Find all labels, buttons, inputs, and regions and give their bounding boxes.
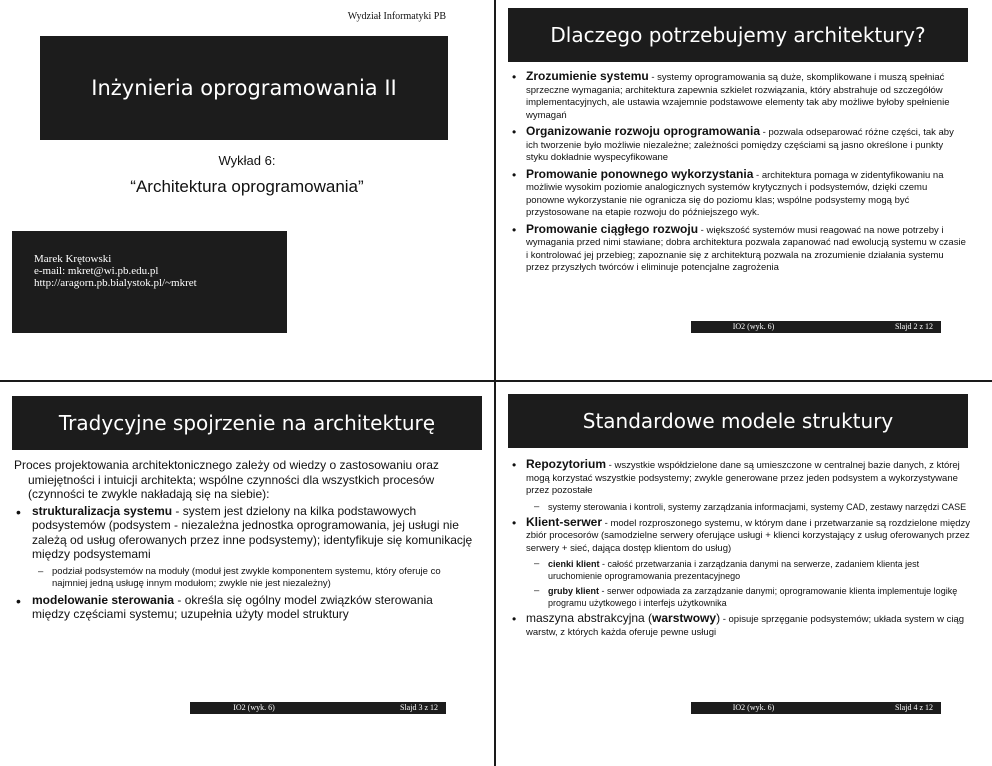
item-lead: strukturalizacja systemu bbox=[32, 503, 173, 518]
bullet-icon: • bbox=[512, 167, 517, 182]
bullet-item bbox=[510, 168, 966, 220]
item-lead: warstwowy bbox=[652, 611, 717, 625]
sub-item-lead: cienki klient bbox=[548, 559, 600, 569]
item-text: - określa się ogólny model związków sterowania między częściami systemu; uzupełnia użyty model struktury bbox=[32, 592, 433, 621]
author-name: Marek Krętowski bbox=[34, 253, 112, 265]
item-lead: Promowanie ponownego wykorzystania bbox=[526, 166, 754, 181]
bullet-item bbox=[14, 504, 474, 562]
item-lead: modelowanie sterowania bbox=[32, 592, 175, 607]
slide-1 bbox=[0, 0, 494, 380]
intro-text: Proces projektowania architektonicznego zależy od wiedzy o zastosowaniu oraz umiejętności i intuicji architekta; wspólne czynności dla wszystkich procesów (czynności te zwykle nakładają się na siebie): bbox=[14, 458, 439, 501]
sub-item-text: - całość przetwarzania i zarządzania danymi na serwerze, zadaniem klienta jest uruchomienie oprogramowania prezentacyjnego bbox=[548, 559, 920, 581]
slide-title-bar bbox=[508, 8, 968, 62]
author-email: e-mail: mkret@wi.pb.edu.pl bbox=[34, 265, 159, 277]
bullet-item bbox=[14, 593, 474, 622]
title-box bbox=[40, 36, 448, 140]
dash-icon: – bbox=[534, 585, 540, 596]
bullet-item bbox=[510, 612, 972, 639]
bullet-icon: • bbox=[512, 125, 517, 139]
bullet-icon: • bbox=[512, 70, 517, 84]
item-text: - pozwala odseparować różne części, tak aby ich tworzenie było możliwie niezależne; zależności pomiędzy częściami są jasno określone i punkty styku dokładnie wyspecyfikowane bbox=[526, 127, 954, 163]
item-suffix: ) bbox=[716, 611, 721, 625]
dash-icon: – bbox=[534, 558, 540, 569]
sub-item-lead: gruby klient bbox=[548, 586, 600, 596]
sub-item bbox=[14, 566, 474, 590]
item-text: - architektura pomaga w zidentyfikowaniu na możliwie wysokim poziomie analogicznych systemów krytycznych i podsystemów, dzięki czemu ponowne wykorzystanie nie ogranicza się do poziomu klas; wspólne podsystemy mogą być przystosowane na etapie rozwoju do późniejszego wyk. bbox=[526, 169, 944, 218]
lecture-title: “Architektura oprogramowania” bbox=[130, 177, 364, 196]
bullet-icon: • bbox=[16, 503, 21, 520]
item-text: - systemy oprogramowania są duże, skomplikowane i muszą spełniać sprzeczne wymagania; architektura zapewnia szkielet rozwiązania, który abstrahuje od szczegółów implementacyjnych, ale ustawia wzajemnie podstawowe elementy tak aby możliwe byłoby spełnienie wymagań bbox=[526, 72, 950, 121]
sub-item bbox=[510, 501, 972, 513]
slide-content bbox=[510, 458, 972, 642]
bullet-icon: • bbox=[512, 222, 517, 237]
slide-2 bbox=[496, 0, 992, 380]
item-lead: Promowanie ciągłego rozwoju bbox=[526, 221, 699, 236]
slide-footer bbox=[691, 702, 941, 714]
sub-item-text: - serwer odpowiada za zarządzanie danymi; oprogramowanie klienta implementuje logikę programu użytkowego i interfejs użytkownika bbox=[548, 586, 958, 608]
bullet-icon: • bbox=[512, 458, 517, 472]
dash-icon: – bbox=[38, 565, 44, 577]
author-url: http://aragorn.pb.bialystok.pl/~mkret bbox=[34, 277, 197, 289]
footer-course: IO2 (wyk. 6) bbox=[233, 703, 275, 712]
footer-slide-number: Slajd 3 z 12 bbox=[400, 703, 438, 712]
bullet-item bbox=[510, 70, 966, 122]
bullet-icon: • bbox=[512, 612, 517, 626]
slide-footer bbox=[190, 702, 446, 714]
slide-title-bar bbox=[12, 396, 482, 450]
dash-icon: – bbox=[534, 500, 540, 512]
lecture-number: Wykład 6: bbox=[218, 153, 276, 168]
item-text: - opisuje sprzęganie podsystemów; układa system w ciąg warstw, z których każda oferuje pewne usługi bbox=[526, 614, 965, 638]
department-header: Wydział Informatyki PB bbox=[347, 11, 446, 22]
footer-slide-number: Slajd 2 z 12 bbox=[895, 322, 933, 331]
slide-title: Tradycyjne spojrzenie na architekturę bbox=[58, 411, 436, 435]
bullet-item bbox=[510, 458, 972, 498]
sub-item bbox=[510, 558, 972, 582]
item-lead: Klient-serwer bbox=[526, 514, 603, 529]
sub-item-text: systemy sterowania i kontroli, systemy zarządzania informacjami, systemy CAD, zestawy narzędzi CASE bbox=[548, 501, 967, 512]
slide-content bbox=[510, 70, 966, 278]
slide-title: Standardowe modele struktury bbox=[582, 409, 894, 433]
bullet-item bbox=[510, 516, 972, 556]
footer-course: IO2 (wyk. 6) bbox=[732, 322, 775, 331]
slide-title-bar bbox=[508, 394, 968, 448]
item-text: - wszystkie współdzielone dane są umieszczone w centralnej bazie danych, z której mogą korzystać wszystkie podsystemy; zwykle generowane przez jeden podsystem a wykorzystywane przez pozostałe bbox=[526, 460, 960, 496]
bullet-item bbox=[510, 125, 966, 165]
item-text: - model rozproszonego systemu, w którym dane i przetwarzanie są rozdzielone między zbiór procesorów (samodzielne serwery oferujące usługi + klienci korzystający z usług oferowanych przez serwery + sieć, dająca dostęp klientom do usług) bbox=[526, 517, 971, 554]
item-lead: Zrozumienie systemu bbox=[526, 69, 649, 83]
sub-item-text: podział podsystemów na moduły (moduł jest zwykle komponentem systemu, który oferuje co najmniej jedną usługę innym modułom; zwykle nie jest niezależny) bbox=[52, 565, 441, 589]
course-title: Inżynieria oprogramowania II bbox=[91, 76, 397, 100]
slide-4 bbox=[496, 382, 992, 766]
sub-item bbox=[510, 585, 972, 609]
item-prefix: maszyna abstrakcyjna ( bbox=[526, 611, 653, 625]
bullet-icon: • bbox=[16, 592, 21, 609]
footer-course: IO2 (wyk. 6) bbox=[732, 703, 775, 712]
slide-content bbox=[14, 458, 474, 626]
slide-footer bbox=[691, 321, 941, 333]
slide-3 bbox=[0, 382, 494, 766]
bullet-icon: • bbox=[512, 515, 517, 530]
item-lead: Repozytorium bbox=[526, 457, 607, 471]
author-box bbox=[12, 231, 287, 333]
item-text: - większość systemów musi reagować na nowe potrzeby i wymagania przed nimi stawiane; dobra architektura pozwala zapanować nad ewolucją systemu w czasie i kontrolować jej przebieg; zapoznanie się z architekturą pozwala na zrozumienie działania systemu przez przyszłych twórców i eliminuje potencjalne zagrożenia bbox=[526, 224, 966, 273]
item-lead: Organizowanie rozwoju oprogramowania bbox=[526, 124, 761, 138]
slide-title: Dlaczego potrzebujemy architektury? bbox=[550, 23, 926, 47]
footer-slide-number: Slajd 4 z 12 bbox=[895, 703, 933, 712]
item-text: - system jest dzielony na kilka podstawowych podsystemów (podsystem - niezależna jednostka oprogramowania, jej usługi nie zależą od usług oferowanych przez inne podsystemy); identyfikuje się komunikację między podsystemami bbox=[32, 503, 473, 561]
bullet-item bbox=[510, 223, 966, 275]
